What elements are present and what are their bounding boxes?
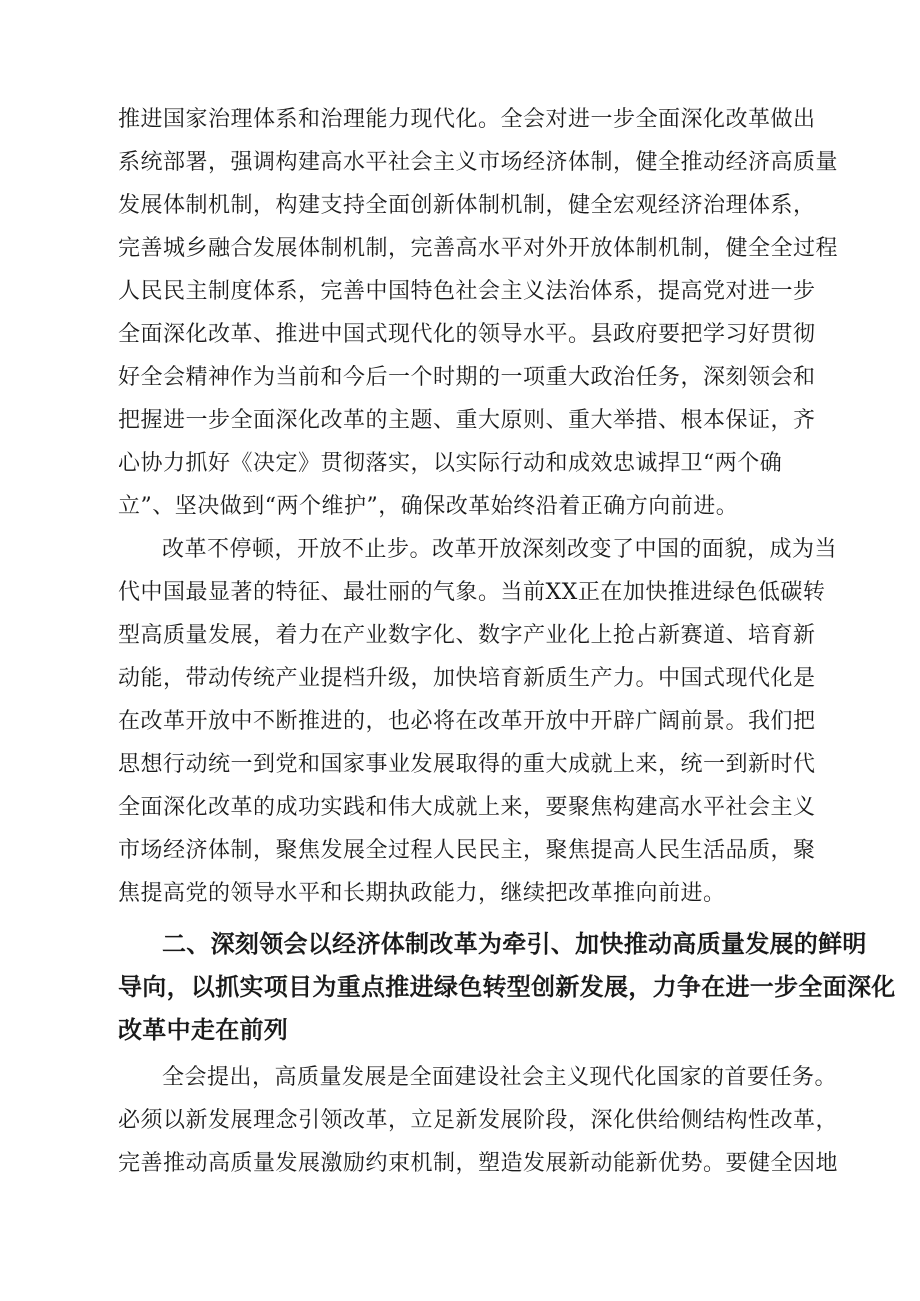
heading-line: 改革中走在前列 xyxy=(118,1016,289,1044)
text-line: 必须以新发展理念引领改革，立足新发展阶段，深化供给侧结构性改革， xyxy=(118,1108,839,1133)
text-line: 代中国最显著的特征、最壮丽的气象。当前XX正在加快推进绿色低碳转 xyxy=(118,580,826,605)
text-line: 完善推动高质量发展激励约束机制，塑造发展新动能新优势。要健全因地 xyxy=(118,1151,839,1176)
text-line: 全会提出，高质量发展是全面建设社会主义现代化国家的首要任务。 xyxy=(162,1065,838,1090)
text-line: 改革不停顿，开放不止步。改革开放深刻改变了中国的面貌，成为当 xyxy=(162,537,838,562)
text-line: 动能，带动传统产业提档升级，加快培育新质生产力。中国式现代化是 xyxy=(118,666,816,691)
text-line: 型高质量发展，着力在产业数字化、数字产业化上抢占新赛道、培育新 xyxy=(118,623,816,648)
text-line: 把握进一步全面深化改革的主题、重大原则、重大举措、根本保证，齐 xyxy=(118,408,816,433)
text-line: 推进国家治理体系和治理能力现代化。全会对进一步全面深化改革做出 xyxy=(118,107,816,132)
text-line: 系统部署，强调构建高水平社会主义市场经济体制，健全推动经济高质量 xyxy=(118,150,839,175)
text-line: 市场经济体制，聚焦发展全过程人民民主，聚焦提高人民生活品质，聚 xyxy=(118,838,816,863)
heading-line: 导向，以抓实项目为重点推进绿色转型创新发展，力争在进一步全面深化 xyxy=(118,973,896,1001)
text-line: 完善城乡融合发展体制机制，完善高水平对外开放体制机制，健全全过程 xyxy=(118,236,839,261)
text-line: 思想行动统一到党和国家事业发展取得的重大成就上来，统一到新时代 xyxy=(118,752,816,777)
text-line: 焦提高党的领导水平和长期执政能力，继续把改革推向前进。 xyxy=(118,881,726,906)
text-line: 人民民主制度体系，完善中国特色社会主义法治体系，提高党对进一步 xyxy=(118,279,816,304)
text-line: 好全会精神作为当前和今后一个时期的一项重大政治任务，深刻领会和 xyxy=(118,365,816,390)
text-line: 在改革开放中不断推进的，也必将在改革开放中开辟广阔前景。我们把 xyxy=(118,709,816,734)
text-line: 全面深化改革、推进中国式现代化的领导水平。县政府要把学习好贯彻 xyxy=(118,322,816,347)
text-line: 立”、坚决做到“两个维护”，确保改革始终沿着正确方向前进。 xyxy=(118,494,739,519)
heading-line: 二、深刻领会以经济体制改革为牵引、加快推动高质量发展的鲜明 xyxy=(162,930,867,958)
text-line: 全面深化改革的成功实践和伟大成就上来，要聚焦构建高水平社会主义 xyxy=(118,795,816,820)
text-line: 心协力抓好《决定》贯彻落实，以实际行动和成效忠诚捍卫“两个确 xyxy=(118,451,783,476)
text-line: 发展体制机制，构建支持全面创新体制机制，健全宏观经济治理体系， xyxy=(118,193,816,218)
